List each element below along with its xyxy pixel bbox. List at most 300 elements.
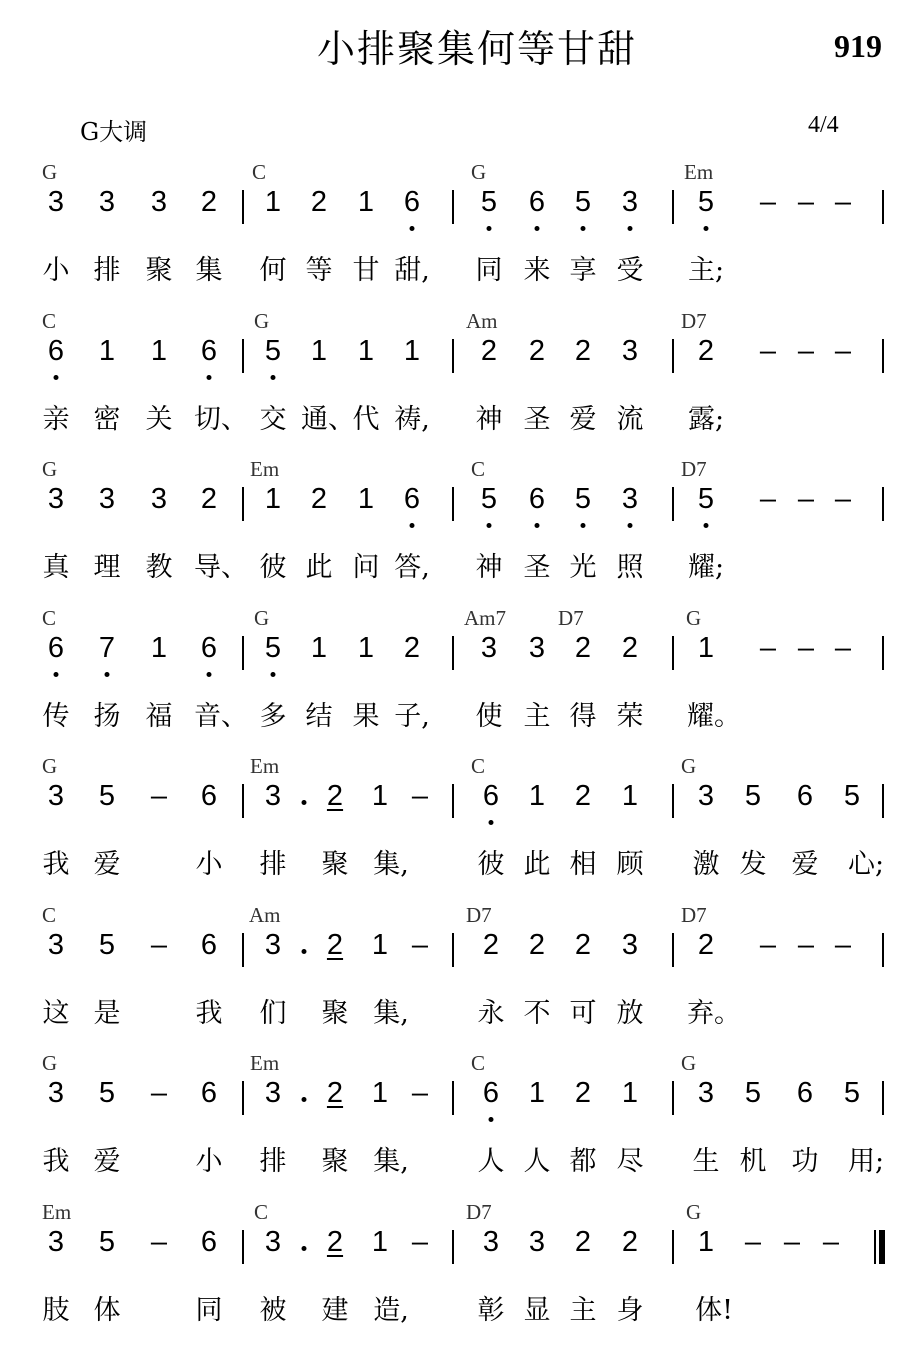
lower-octave-dot [271,672,276,677]
note-digit: 1 [528,1077,546,1109]
dash-extension: – [759,928,777,961]
note-digit: 2 [574,334,592,367]
lyric-syllable: 神 [475,403,503,435]
bar-line [242,1230,244,1264]
note-digit: 1 [403,334,421,367]
note-digit: 3 [482,1225,500,1258]
bar-line [452,190,454,224]
note-digit: 5 [480,186,498,218]
note-digit: 3 [47,1225,65,1258]
bar-line [242,784,244,818]
bar-line [452,1230,454,1264]
lyric-syllable: 我 [42,1146,70,1177]
lyric-syllable: 代 [352,403,380,435]
note-digit: 1 [98,334,116,367]
bar-line [452,1081,454,1115]
note-digit: 5 [574,483,592,515]
dash-extension: – [834,334,852,367]
chord-symbol: D7 [558,605,584,630]
note-digit: 5 [744,1077,762,1109]
note-digit: 5 [574,186,592,218]
chord-symbol: Em [250,1051,280,1075]
lyric-syllable: 聚 [321,997,349,1029]
lyric-syllable: 都 [569,1146,597,1177]
dash-extension: – [744,1225,762,1258]
dash-extension: – [150,928,168,961]
dash-extension: – [150,1225,168,1258]
note-digit: 1 [357,483,375,515]
dash-extension: – [797,928,815,961]
chord-symbol: C [42,605,57,630]
lyric-syllable: 我 [42,849,70,880]
bar-line [242,636,244,670]
bar-line [672,1081,674,1115]
note-digit: 5 [697,483,715,515]
note-digit: 5 [843,1077,861,1109]
lyric-syllable: 体 [93,1294,121,1326]
lyric-syllable: 排 [93,255,121,286]
note-digit: 3 [480,631,498,664]
note-digit: 5 [744,780,762,812]
note-digit: 1 [264,483,282,515]
note-digit: 5 [98,1225,116,1258]
lyric-syllable: 耀。 [687,700,741,732]
lyric-syllable: 切、 [194,403,248,435]
lyric-syllable: 何 [259,255,287,286]
chord-symbol: C [471,1051,486,1075]
bar-line [882,784,884,818]
lyric-syllable: 小 [195,1146,223,1177]
bar-line [882,636,884,670]
chord-symbol: G [686,605,702,630]
note-digit: 1 [150,631,168,664]
note-digit: 2 [480,334,498,367]
note-digit: 1 [621,780,639,812]
note-digit: 3 [528,1225,546,1258]
lower-octave-dot [54,375,59,380]
augmentation-dot [302,1246,307,1251]
note-digit: 6 [482,1077,500,1109]
bar-line [882,190,884,224]
note-digit: 1 [150,334,168,367]
chord-symbol: G [42,1051,58,1075]
note-digit: 2 [326,928,344,961]
chord-symbol: D7 [681,457,707,481]
lyric-syllable: 受 [616,255,644,286]
lyric-syllable: 可 [569,997,597,1029]
dash-extension: – [783,1225,801,1258]
note-digit: 2 [621,631,639,664]
note-digit: 2 [621,1225,639,1258]
lyric-syllable: 福 [145,700,173,732]
lyric-syllable: 生 [692,1146,720,1177]
note-digit: 6 [403,483,421,515]
lyric-syllable: 答, [394,552,430,583]
lyric-syllable: 造, [373,1294,409,1326]
chord-symbol: G [254,605,270,630]
note-digit: 1 [697,1225,715,1258]
bar-line [882,487,884,521]
bar-line [672,1230,674,1264]
lyric-syllable: 主 [523,700,551,732]
augmentation-dot [302,800,307,805]
lyric-syllable: 果 [352,700,380,732]
note-digit: 6 [200,928,218,961]
lyric-syllable: 通、 [301,403,355,435]
lyric-syllable: 爱 [93,849,121,880]
note-digit: 1 [528,780,546,812]
bar-line [672,487,674,521]
note-digit: 5 [843,780,861,812]
lyric-syllable: 身 [616,1294,644,1326]
note-digit: 1 [371,928,389,961]
dash-extension: – [411,780,429,812]
note-digit: 6 [796,1077,814,1109]
dash-extension: – [834,186,852,218]
note-digit: 6 [403,186,421,218]
hymn-title: 小排聚集何等甘甜 [316,27,637,71]
note-digit: 3 [150,186,168,218]
lyric-syllable: 相 [569,849,597,880]
note-digit: 6 [528,186,546,218]
lyric-syllable: 排 [259,1146,287,1177]
lyric-syllable: 建 [321,1294,349,1326]
lyric-syllable: 显 [523,1294,551,1326]
chord-symbol: Em [684,160,714,184]
note-digit: 3 [621,186,639,218]
lyric-syllable: 集, [373,1146,409,1177]
lyric-syllable: 照 [616,552,644,583]
note-digit: 1 [310,631,328,664]
lower-octave-dot [207,375,212,380]
hymn-number: 919 [834,28,882,64]
note-digit: 3 [47,1077,65,1109]
lyric-syllable: 同 [195,1294,223,1326]
note-digit: 1 [357,631,375,664]
lyric-syllable: 这 [42,997,70,1029]
note-digit: 2 [200,483,218,515]
lyric-syllable: 教 [145,552,173,583]
lyric-syllable: 问 [352,552,380,583]
lyric-syllable: 集, [373,997,409,1029]
bar-line [672,784,674,818]
chord-symbol: C [42,902,57,927]
lyric-syllable: 集 [195,255,223,286]
bar-line [672,339,674,373]
bar-line [242,933,244,967]
lyric-syllable: 心; [847,849,885,880]
lyric-syllable: 爱 [569,403,597,435]
lyric-syllable: 尽 [616,1146,644,1177]
chord-symbol: C [252,160,267,184]
dash-extension: – [822,1225,840,1258]
chord-symbol: Am7 [464,605,506,630]
lower-octave-dot [487,523,492,528]
lyric-syllable: 放 [616,997,644,1029]
note-digit: 2 [326,1077,344,1109]
note-digit: 3 [697,780,715,812]
lower-octave-dot [581,523,586,528]
lyric-syllable: 导、 [194,552,248,583]
bar-line [242,487,244,521]
bar-line [452,339,454,373]
bar-line [452,933,454,967]
lower-octave-dot [489,820,494,825]
lyric-syllable: 传 [42,700,70,732]
lyric-syllable: 得 [569,700,597,732]
lower-octave-dot [410,523,415,528]
lyric-syllable: 我 [195,997,223,1029]
note-digit: 2 [482,928,500,961]
bar-line [242,1081,244,1115]
chord-symbol: G [42,160,58,184]
augmentation-dot [302,949,307,954]
bar-line [452,487,454,521]
dash-extension: – [150,1077,168,1109]
lyric-syllable: 使 [475,700,503,732]
lower-octave-dot [207,672,212,677]
lyric-syllable: 流 [616,403,644,435]
note-digit: 2 [574,780,592,812]
dash-extension: – [411,928,429,961]
note-digit: 1 [310,334,328,367]
note-digit: 2 [310,186,328,218]
note-digit: 5 [480,483,498,515]
note-digit: 2 [200,186,218,218]
note-digit: 1 [371,780,389,812]
lower-octave-dot [487,226,492,231]
dash-extension: – [834,483,852,515]
dash-extension: – [759,186,777,218]
chord-symbol: Em [250,457,280,481]
chord-symbol: D7 [466,1199,492,1224]
lyric-syllable: 甘 [352,255,380,286]
lyric-syllable: 祷, [394,403,430,435]
note-digit: 1 [357,334,375,367]
lyric-syllable: 露; [687,403,725,435]
lower-octave-dot [105,672,110,677]
note-digit: 6 [47,631,65,664]
lyric-syllable: 来 [523,255,551,286]
note-digit: 2 [403,631,421,664]
lyric-syllable: 爱 [791,849,819,880]
note-digit: 2 [528,334,546,367]
note-digit: 3 [47,928,65,961]
lyric-syllable: 子, [394,700,430,732]
lower-octave-dot [704,226,709,231]
chord-symbol: Am [466,308,498,333]
lyric-syllable: 圣 [523,403,551,435]
lyric-syllable: 被 [259,1294,287,1326]
lyric-syllable: 弃。 [687,997,741,1029]
note-digit: 3 [264,1225,282,1258]
note-digit: 3 [697,1077,715,1109]
note-digit: 3 [621,334,639,367]
chord-symbol: D7 [681,902,707,927]
dash-extension: – [411,1225,429,1258]
key-signature: G大调 [80,118,148,146]
note-digit: 1 [371,1077,389,1109]
chord-symbol: Em [42,1199,72,1224]
bar-line [882,1081,884,1115]
note-digit: 2 [574,631,592,664]
lyric-syllable: 们 [259,997,287,1029]
lyric-syllable: 彼 [259,552,287,583]
dash-extension: – [834,928,852,961]
lyric-syllable: 亲 [42,403,70,435]
final-bar-thick [879,1230,885,1264]
dash-extension: – [759,483,777,515]
lyric-syllable: 交 [259,403,287,435]
lyric-syllable: 聚 [321,849,349,880]
note-digit: 5 [264,334,282,367]
note-digit: 1 [697,631,715,664]
chord-symbol: C [471,457,486,481]
note-digit: 6 [200,1225,218,1258]
bar-line [452,784,454,818]
lyric-syllable: 人 [523,1146,551,1177]
note-digit: 7 [98,631,116,664]
note-digit: 5 [697,186,715,218]
dash-extension: – [150,780,168,812]
note-digit: 1 [357,186,375,218]
lyric-syllable: 激 [692,849,720,880]
dash-extension: – [759,631,777,664]
lower-octave-dot [489,1117,494,1122]
dash-extension: – [411,1077,429,1109]
lyric-syllable: 结 [305,700,333,732]
chord-symbol: G [681,754,697,778]
chord-symbol: D7 [466,902,492,927]
note-digit: 3 [264,1077,282,1109]
lyric-syllable: 聚 [145,255,173,286]
lyric-syllable: 等 [305,255,333,286]
note-digit: 2 [528,928,546,961]
note-digit: 3 [528,631,546,664]
lyric-syllable: 集, [373,849,409,880]
lower-octave-dot [410,226,415,231]
note-digit: 3 [621,483,639,515]
lyric-syllable: 彰 [477,1294,505,1326]
lyric-syllable: 体! [695,1294,733,1326]
lyric-syllable: 主; [687,255,725,286]
bar-line [882,339,884,373]
lyric-syllable: 耀; [687,552,725,583]
bar-line [452,636,454,670]
final-bar-thin [874,1230,876,1264]
lyric-syllable: 人 [477,1146,505,1177]
lyric-syllable: 不 [523,997,551,1029]
lyric-syllable: 密 [93,403,121,435]
lyric-syllable: 关 [145,403,173,435]
note-digit: 5 [98,1077,116,1109]
lower-octave-dot [628,226,633,231]
lyric-syllable: 是 [93,997,121,1029]
dash-extension: – [834,631,852,664]
dash-extension: – [759,334,777,367]
note-digit: 3 [98,186,116,218]
dash-extension: – [797,631,815,664]
lyric-syllable: 发 [739,849,767,880]
lyric-syllable: 爱 [93,1146,121,1177]
lyric-syllable: 神 [475,552,503,583]
chord-symbol: C [254,1199,269,1224]
note-digit: 3 [264,780,282,812]
bar-line [242,190,244,224]
note-digit: 3 [150,483,168,515]
chord-symbol: G [686,1199,702,1224]
lyric-syllable: 多 [259,700,287,732]
chord-symbol: G [42,754,58,778]
note-digit: 3 [47,780,65,812]
note-digit: 3 [47,483,65,515]
chord-symbol: G [471,160,487,184]
note-digit: 2 [326,1225,344,1258]
note-digit: 3 [621,928,639,961]
note-digit: 2 [574,1077,592,1109]
lyric-syllable: 扬 [93,700,121,732]
note-digit: 2 [574,928,592,961]
bar-line [672,933,674,967]
note-digit: 3 [264,928,282,961]
lyric-syllable: 小 [42,255,70,286]
note-digit: 1 [264,186,282,218]
chord-symbol: G [254,308,270,333]
lyric-syllable: 此 [305,552,333,583]
lyric-syllable: 功 [791,1146,819,1177]
note-digit: 6 [47,334,65,367]
lower-octave-dot [704,523,709,528]
bar-line [672,190,674,224]
lyric-syllable: 此 [523,849,551,880]
lyric-syllable: 彼 [477,849,505,880]
note-digit: 6 [482,780,500,812]
lower-octave-dot [271,375,276,380]
note-digit: 2 [310,483,328,515]
lower-octave-dot [54,672,59,677]
note-digit: 6 [200,1077,218,1109]
lower-octave-dot [628,523,633,528]
note-digit: 1 [621,1077,639,1109]
dash-extension: – [797,186,815,218]
lyric-syllable: 光 [569,552,597,583]
bar-line [672,636,674,670]
lower-octave-dot [535,523,540,528]
lyric-syllable: 主 [569,1294,597,1326]
lyric-syllable: 真 [42,552,70,583]
note-digit: 5 [98,928,116,961]
note-digit: 2 [697,334,715,367]
lyric-syllable: 荣 [616,700,644,732]
bar-line [242,339,244,373]
chord-symbol: D7 [681,308,707,333]
chord-symbol: C [42,308,57,333]
time-signature: 4/4 [808,112,839,138]
lyric-syllable: 聚 [321,1146,349,1177]
lyric-syllable: 同 [475,255,503,286]
note-digit: 6 [528,483,546,515]
lyric-syllable: 肢 [42,1294,70,1326]
note-digit: 6 [200,780,218,812]
lyric-syllable: 甜, [394,255,430,286]
lyric-syllable: 享 [569,255,597,286]
lyric-syllable: 圣 [523,552,551,583]
chord-symbol: Am [249,902,281,927]
lyric-syllable: 永 [477,997,505,1029]
lyric-syllable: 顾 [616,849,644,880]
note-digit: 2 [697,928,715,961]
note-digit: 3 [47,186,65,218]
